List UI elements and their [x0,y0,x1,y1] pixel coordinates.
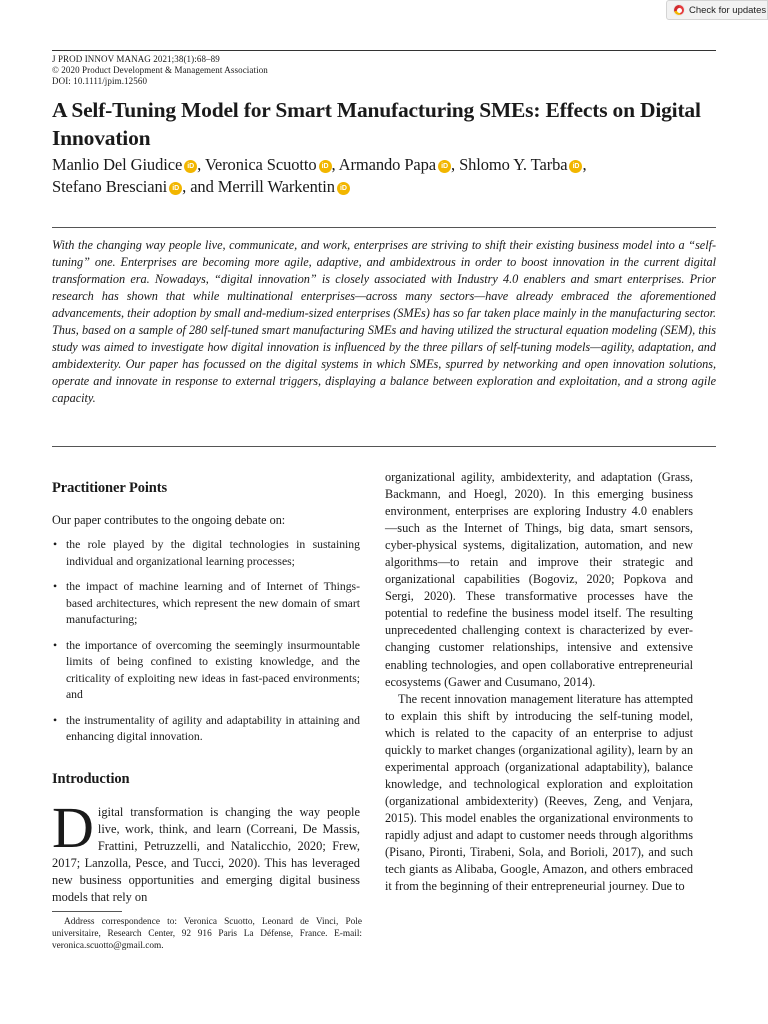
body-paragraph: The recent innovation management literature has attempted to explain this shift by introducing the self-tuning model, which is related to the capacity of an enterprise to adjust quickly to market changes (organizational agility), learn by an experimental approach (organizational adaptability), balance knowledge, and technological exploration and exploitation (organizational ambidexterity) (Reeves, Zeng, and Venjara, 2015). This model enables the organizational environments to rapidly adjust and adapt to customer needs through algorithms (Pisano, Pironti, Tirabeni, Sola, and Borioli, 2017), and such tech giants as Alibaba, Google, Amazon, and others embraced it from the beginning of their entrepreneurial journey. Due to [385,691,693,894]
author-name: Veronica Scuotto [204,155,317,174]
crossmark-icon [673,4,685,16]
bullet-icon: • [53,580,58,593]
author-list [52,154,732,198]
author-name: Shlomo Y. Tarba [459,155,568,174]
list-item [52,713,360,746]
practitioner-points-intro: Our paper contributes to the ongoing debate on: [52,513,286,527]
footnote-rule [52,911,122,912]
list-item [52,638,360,704]
check-for-updates-label: Check for updates [689,4,767,16]
author-name: Manlio Del Giudice [52,155,183,174]
journal-copyright: © 2020 Product Development & Management Association [52,65,268,75]
orcid-icon[interactable]: iD [169,182,182,195]
list-item-text: the instrumentality of agility and adaptability in attaining and enhancing digital innovation. [66,713,360,743]
left-column [52,478,360,906]
author-separator: , and [182,177,218,196]
bullet-icon: • [53,538,58,551]
orcid-icon[interactable]: iD [319,160,332,173]
practitioner-points-heading: Practitioner Points [52,480,168,496]
abstract-bottom-rule [52,446,716,447]
abstract-top-rule [52,227,716,228]
journal-meta [52,54,268,87]
article-title: A Self-Tuning Model for Smart Manufacturing SMEs: Effects on Digital Innovation [52,98,701,150]
author-name: Merrill Warkentin [217,177,335,196]
body-paragraph: organizational agility, ambidexterity, and adaptation (Grass, Backmann, and Hoegl, 2020). In this emerging business environment, enterprises are exploring Industry 4.0 enablers—such as the Internet of Things, big data, smart sensors, cyber-physical systems, digitalization, automation, and new algorithms—to retain and improve their strategic and organizational capabilities (Bogoviz, 2020; Popkova and Sergi, 2020). These transformative processes have the potential to redefine the business model itself. The resulting unprecedented challenging context is characterized by ever-changing customer relationships, intensive and extensive enabling technologies, and open collaborative entrepreneurial ecosystems (Gawer and Cusumano, 2014). [385,470,693,689]
list-item-text: the role played by the digital technologies in sustaining individual and organizational learning processes; [66,538,360,568]
bullet-icon: • [53,638,58,652]
drop-cap: D [52,794,94,860]
bullet-icon: • [53,713,58,727]
orcid-icon[interactable]: iD [337,182,350,195]
author-separator: , [582,155,587,174]
list-item [52,579,360,629]
orcid-icon[interactable]: iD [569,160,582,173]
practitioner-points-list [52,537,360,746]
introduction-text: igital transformation is changing the way people live, work, think, and learn (Correani, De Massis, Frattini, Petruzzelli, and Natalicchio, 2020; Frew, 2017; Lanzolla, Pesce, and Tucci, 2020). This has leveraged new business opportunities and emerging digital business models that rely on [52,804,360,904]
list-item-text: the importance of overcoming the seemingly insurmountable limits of being confined to existing knowledge, and the criticality of exploiting new ideas in fast-paced environments; and [66,638,360,701]
list-item [52,537,360,570]
author-separator: , [197,155,205,174]
header-rule [52,50,716,51]
author-name: Armando Papa [338,155,436,174]
introduction-paragraph [52,794,360,907]
correspondence-footnote: Address correspondence to: Veronica Scuotto, Leonard de Vinci, Pole universitaire, Research Center, 92 916 Paris La Défense, France. E-mail: veronica.scuotto@gmail.com. [52,917,362,951]
check-for-updates-button[interactable] [666,0,768,20]
introduction-heading: Introduction [52,770,130,787]
list-item-text: the impact of machine learning and of Internet of Things-based architectures, which represent the new domain of smart manufacturing; [66,580,360,626]
author-separator: , [331,155,339,174]
journal-citation: J PROD INNOV MANAG 2021;38(1):68–89 [52,54,220,64]
author-name: Stefano Bresciani [52,177,168,196]
abstract: With the changing way people live, communicate, and work, enterprises are striving to shift their existing business model into a “self-tuning” one. Enterprises are becoming more agile, adaptive, and ambidextrous in order to boost innovation in the current digital transformation era. Nowadays, “digital innovation” is closely associated with Industry 4.0 enablers and smart enterprises. Prior research has shown that while multinational enterprises—across many sectors—have already embraced the aforementioned advancements, their adoption by small and-medium-sized enterprises (SMEs) has so far taken place mainly in the manufacturing sector. Thus, based on a sample of 280 self-tuned smart manufacturing SMEs and having utilized the structural equation modeling (SEM), this study was aimed to investigate how digital innovation is influenced by the three pillars of self-tuning models—agility, adaptation, and ambidexterity. Our paper has focussed on the digital systems in which SMEs, spurred by networking and open innovation solutions, operate and innovate in response to external triggers, displaying a balance between exploration and exploitation, and a strong agile capacity. [52,238,716,406]
orcid-icon[interactable]: iD [184,160,197,173]
orcid-icon[interactable]: iD [438,160,451,173]
right-column [385,469,693,895]
journal-doi[interactable]: DOI: 10.1111/jpim.12560 [52,76,148,86]
author-separator: , [451,155,460,174]
